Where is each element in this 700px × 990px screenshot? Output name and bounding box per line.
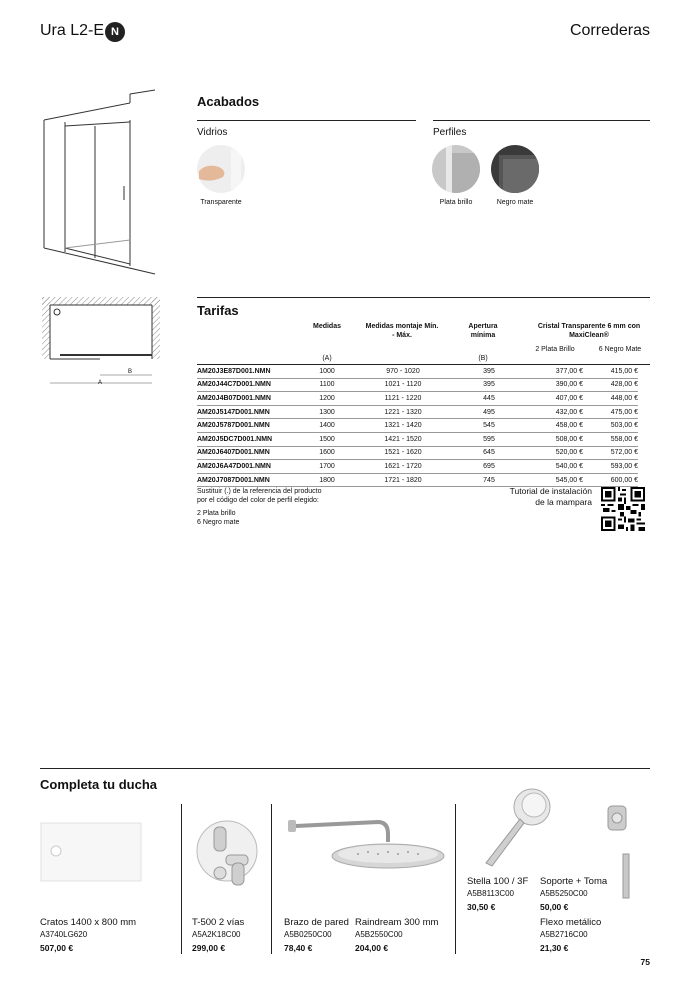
ref-cell: AM20J5DC7D001.NMN <box>197 432 311 446</box>
note-line: Sustituir (.) de la referencia del producto <box>197 488 322 495</box>
montaje-cell: 970 - 1020 <box>343 365 463 378</box>
product-cratos[interactable] <box>40 917 136 953</box>
price-plata-cell: 377,00 € <box>515 365 583 378</box>
product-code: A5B2716C00 <box>540 930 588 939</box>
col-header-b: (B) <box>478 355 488 362</box>
transparente-glass-swatch <box>197 145 245 193</box>
product-code: A5B5250C00 <box>540 889 588 898</box>
montaje-cell: 1621 - 1720 <box>343 460 463 474</box>
thermostatic-tap-image <box>192 815 262 900</box>
apertura-cell: 545 <box>463 419 515 433</box>
apertura-cell: 695 <box>463 460 515 474</box>
product-price: 78,40 € <box>284 943 313 953</box>
product-name: Stella 100 / 3F <box>467 876 529 887</box>
dimension-a-label: A <box>98 380 103 386</box>
perfiles-label: Perfiles <box>433 127 467 138</box>
product-price: 50,00 € <box>540 902 569 912</box>
price-negro-cell: 448,00 € <box>583 392 638 406</box>
ref-cell: AM20J7087D001.NMN <box>197 473 311 487</box>
price-negro-cell: 503,00 € <box>583 419 638 433</box>
col-header-medidas: Medidas <box>312 323 341 330</box>
price-negro-cell: 572,00 € <box>583 446 638 460</box>
medida-cell: 1000 <box>311 365 343 378</box>
price-plata-cell: 390,00 € <box>515 378 583 392</box>
montaje-cell: 1021 - 1120 <box>343 378 463 392</box>
divider <box>40 768 650 769</box>
medida-cell: 1700 <box>311 460 343 474</box>
note-line: por el código del color de perfil elegido: <box>197 497 319 504</box>
medida-cell: 1500 <box>311 432 343 446</box>
table-row <box>197 365 638 378</box>
price-negro-cell: 475,00 € <box>583 405 638 419</box>
apertura-cell: 595 <box>463 432 515 446</box>
montaje-cell: 1521 - 1620 <box>343 446 463 460</box>
tarifas-table <box>197 365 638 487</box>
table-row <box>197 473 638 487</box>
divider <box>433 120 650 121</box>
price-plata-cell: 508,00 € <box>515 432 583 446</box>
col-header-a: (A) <box>322 355 332 362</box>
shower-door-illustration <box>40 88 160 278</box>
swatch-label: Negro mate <box>496 199 534 206</box>
ref-cell: AM20J5787D001.NMN <box>197 419 311 433</box>
qr-code-icon[interactable] <box>601 487 645 531</box>
acabados-title: Acabados <box>197 94 260 109</box>
apertura-cell: 395 <box>463 365 515 378</box>
shower-tray-image <box>40 822 142 882</box>
product-flexo[interactable] <box>540 917 601 953</box>
table-row <box>197 392 638 406</box>
col-header-apertura: Apertura mínima <box>468 323 498 339</box>
product-name: T-500 2 vías <box>192 917 245 928</box>
new-badge: N <box>105 22 125 42</box>
medida-cell: 1100 <box>311 378 343 392</box>
price-plata-cell: 407,00 € <box>515 392 583 406</box>
ref-cell: AM20J5147D001.NMN <box>197 405 311 419</box>
price-negro-cell: 415,00 € <box>583 365 638 378</box>
ref-cell: AM20J3E87D001.NMN <box>197 365 311 378</box>
apertura-cell: 395 <box>463 378 515 392</box>
swatch-label: Transparente <box>200 199 242 206</box>
tutorial-line: Tutorial de instalación <box>509 486 592 496</box>
product-t500[interactable] <box>192 917 244 953</box>
product-code: A5A2K18C00 <box>192 930 241 939</box>
price-negro-cell: 593,00 € <box>583 460 638 474</box>
montaje-cell: 1321 - 1420 <box>343 419 463 433</box>
reference-note <box>197 487 322 527</box>
product-name: Flexo metálico <box>540 917 602 928</box>
table-row <box>197 378 638 392</box>
ref-cell: AM20J44C7D001.NMN <box>197 378 311 392</box>
page-number: 75 <box>640 957 650 967</box>
product-brazo[interactable] <box>284 917 349 953</box>
col-header-plata: 2 Plata Brillo <box>535 346 575 353</box>
negro-mate-swatch <box>491 145 539 193</box>
divider <box>271 804 272 954</box>
swatch-label: Plata brillo <box>439 199 473 206</box>
price-negro-cell: 428,00 € <box>583 378 638 392</box>
page-title: Ura L2-E <box>40 22 105 39</box>
product-name: Cratos 1400 x 800 mm <box>40 917 137 928</box>
col-header-montaje: Medidas montaje Mín. - Máx. <box>365 323 439 339</box>
medida-cell: 1200 <box>311 392 343 406</box>
col-header-cristal: Cristal Transparente 6 mm con MaxiClean® <box>537 323 641 339</box>
dimension-b-label: B <box>128 369 133 375</box>
product-code: A5B8113C00 <box>467 889 514 898</box>
product-name: Brazo de pared <box>284 917 349 928</box>
medida-cell: 1800 <box>311 473 343 487</box>
wall-arm-rainhead-image <box>288 812 446 882</box>
price-plata-cell: 540,00 € <box>515 460 583 474</box>
table-row <box>197 405 638 419</box>
montaje-cell: 1421 - 1520 <box>343 432 463 446</box>
apertura-cell: 495 <box>463 405 515 419</box>
completa-title: Completa tu ducha <box>40 777 158 792</box>
price-plata-cell: 520,00 € <box>515 446 583 460</box>
product-price: 507,00 € <box>40 943 74 953</box>
price-negro-cell: 558,00 € <box>583 432 638 446</box>
product-code: A5B2550C00 <box>355 930 403 939</box>
price-plata-cell: 545,00 € <box>515 473 583 487</box>
ref-cell: AM20J6A47D001.NMN <box>197 460 311 474</box>
montaje-cell: 1121 - 1220 <box>343 392 463 406</box>
product-code: A3740LG620 <box>40 930 88 939</box>
ref-cell: AM20J6407D001.NMN <box>197 446 311 460</box>
price-plata-cell: 458,00 € <box>515 419 583 433</box>
category-title: Correderas <box>569 22 650 39</box>
medida-cell: 1300 <box>311 405 343 419</box>
medida-cell: 1600 <box>311 446 343 460</box>
table-row <box>197 432 638 446</box>
montaje-cell: 1721 - 1820 <box>343 473 463 487</box>
table-row <box>197 446 638 460</box>
vidrios-label: Vidrios <box>197 127 228 138</box>
tutorial-line: de la mampara <box>535 497 592 507</box>
product-price: 21,30 € <box>540 943 569 953</box>
table-row <box>197 460 638 474</box>
product-code: A5B0250C00 <box>284 930 332 939</box>
col-header-negro: 6 Negro Mate <box>598 346 642 353</box>
product-stella[interactable] <box>467 876 528 912</box>
price-negro-cell: 600,00 € <box>583 473 638 487</box>
product-name: Raindream 300 mm <box>355 917 439 928</box>
divider <box>197 297 650 298</box>
divider <box>455 804 456 954</box>
apertura-cell: 645 <box>463 446 515 460</box>
tarifas-title: Tarifas <box>197 303 239 318</box>
divider <box>197 120 416 121</box>
divider <box>181 804 182 954</box>
note-option: 2 Plata brillo <box>197 510 236 517</box>
hand-shower-image <box>478 785 558 867</box>
montaje-cell: 1221 - 1320 <box>343 405 463 419</box>
apertura-cell: 745 <box>463 473 515 487</box>
product-soporte[interactable] <box>540 876 607 912</box>
medida-cell: 1400 <box>311 419 343 433</box>
product-raindream[interactable] <box>355 917 438 953</box>
table-row <box>197 419 638 433</box>
tutorial-text <box>480 486 592 508</box>
product-price: 299,00 € <box>192 943 226 953</box>
product-name: Soporte + Toma <box>540 876 608 887</box>
plata-brillo-swatch <box>432 145 480 193</box>
price-plata-cell: 432,00 € <box>515 405 583 419</box>
product-price: 30,50 € <box>467 902 496 912</box>
product-price: 204,00 € <box>355 943 389 953</box>
apertura-cell: 445 <box>463 392 515 406</box>
ref-cell: AM20J4B07D001.NMN <box>197 392 311 406</box>
note-option: 6 Negro mate <box>197 519 240 526</box>
